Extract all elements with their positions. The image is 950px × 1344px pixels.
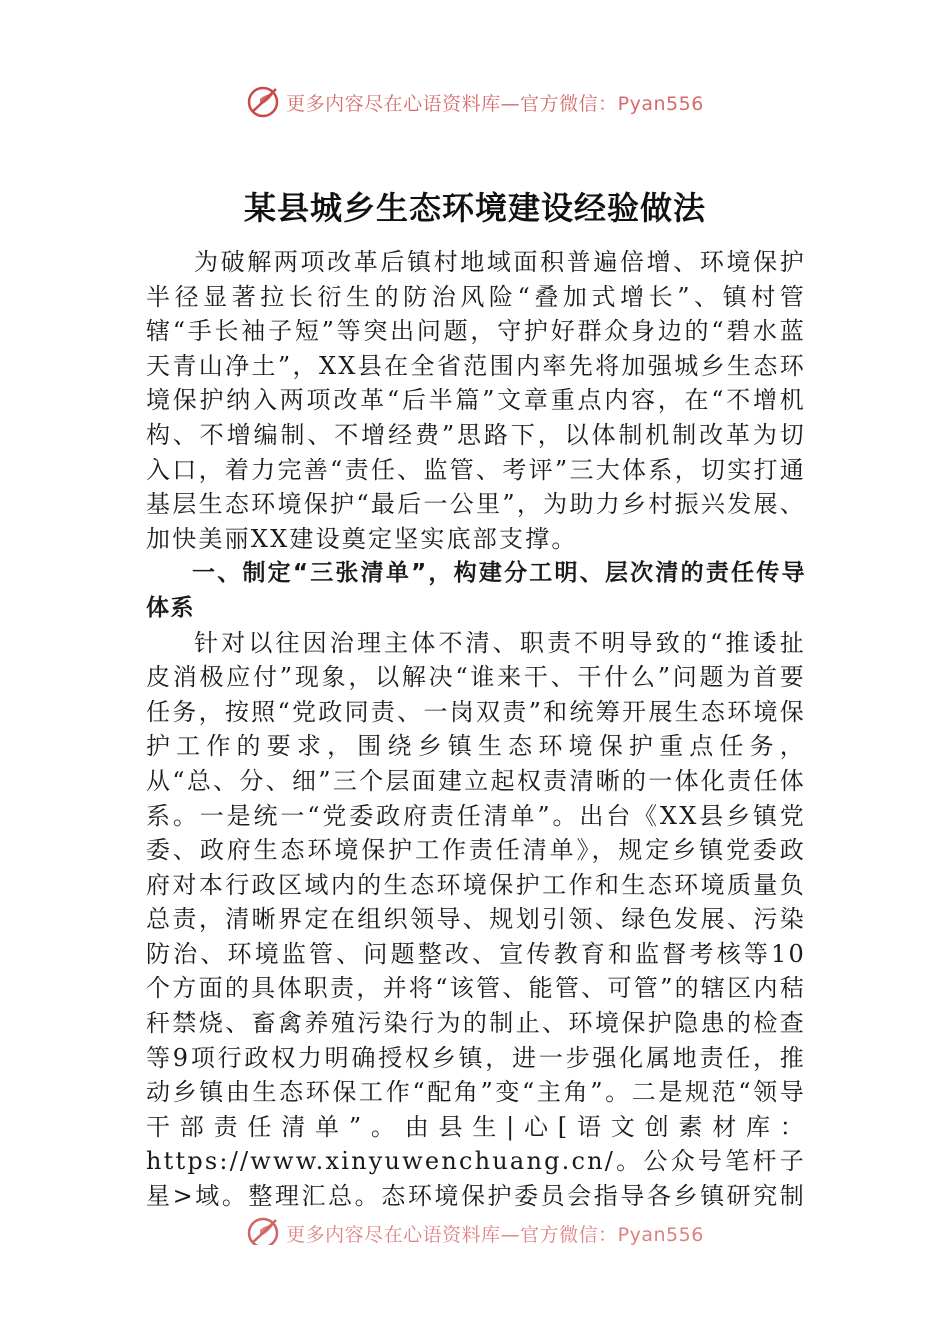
intro-paragraph: 为破解两项改革后镇村地域面积普遍倍增、环境保护半径显著拉长衍生的防治风险“叠加式增长”、镇村管辖“手长袖子短”等突出问题，守护好群众身边的“碧水蓝天青山净土”，XX县在全省范围内率先将加强城乡生态环境保护纳入两项改革“后半篇”文章重点内容，在“不增机构、不增编制、不增经费”思路下，以体制机制改革为切入口，着力完善“责任、监管、考评”三大体系，切实打通基层生态环境保护“最后一公里”，为助力乡村振兴发展、加快美丽XX建设奠定坚实底部支撑。 [146,248,806,553]
section-1-heading: 一、制定“三张清单”，构建分工明、层次清的责任传导体系 [146,560,806,621]
section-1-paragraph: 针对以往因治理主体不清、职责不明导致的“推诿扯皮消极应付”现象，以解决“谁来干、干什么”问题为首要任务，按照“党政同责、一岗双责”和统筹开展生态环境保护工作的要求，围绕乡镇生态环境保护重点任务，从“总、分、细”三个层面建立起权责清晰的一体化责任体系。一是统一“党委政府责任清单”。出台《XX县乡镇党委、政府生态环境保护工作责任清单》，规定乡镇党委政府对本行政区域内的生态环境保护工作和生态环境质量负总责，清晰界定在组织领导、规划引领、绿色发展、污染防治、环境监管、问题整改、宣传教育和监督考核等10个方面的具体职责，并将“该管、能管、可管”的辖区内秸秆禁烧、畜禽养殖污染行为的制止、环境保护隐患的检查等9项行政权力明确授权乡镇，进一步强化属地责任，推动乡镇由生态环保工作“配角”变“主角”。二是规范“领导干部责任清单”。由县生|心[语文创素材库：https://www.xinyuwenchuang.cn/。公众号笔杆子星>域。整理汇总。态环境保护委员会指导各乡镇研究制 [146,628,806,1211]
watermark-text: 更多内容尽在心语资料库—官方微信：Pyan556 [286,1223,704,1245]
document-body [146,245,806,1214]
feather-circle-logo-icon [246,85,280,119]
document-title: 某县城乡生态环境建设经验做法 [243,189,706,227]
footer-watermark [0,1205,950,1245]
watermark-text: 更多内容尽在心语资料库—官方微信：Pyan556 [286,92,704,115]
feather-circle-logo-icon [246,1216,280,1245]
header-watermark [0,82,950,122]
